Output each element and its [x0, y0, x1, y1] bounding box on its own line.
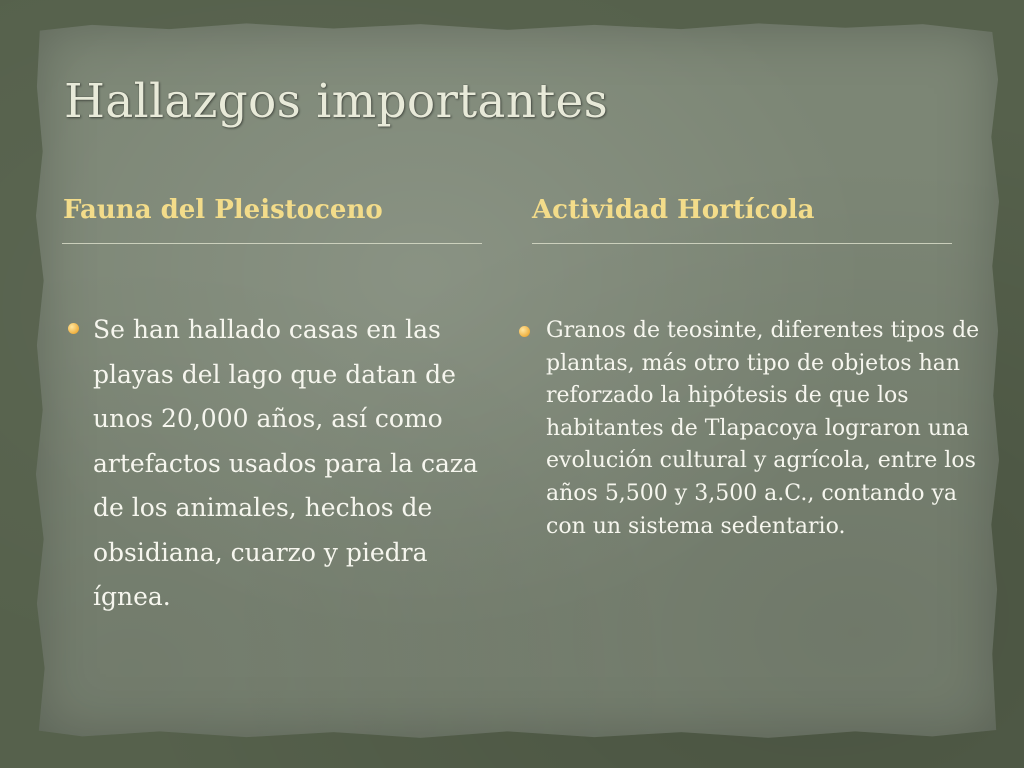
heading-divider-right: [532, 243, 952, 244]
bullet-text-fauna: Se han hallado casas en las playas del lago que datan de unos 20,000 años, así como artefactos usados para la caza de los animales, hechos de obsidiana, cuarzo y piedra ígnea.: [93, 315, 478, 611]
slide-title: Hallazgos importantes: [64, 74, 609, 129]
bullet-dot-icon: [519, 326, 530, 337]
bullet-dot-icon: [68, 323, 79, 334]
bullet-text-horticola: Granos de teosinte, diferentes tipos de plantas, más otro tipo de objetos han reforzado la hipótesis de que los habitantes de Tlapacoya lograron una evolución cultural y agrícola, entre los años 5,500 y 3,500 a.C., contando ya con un sistema sedentario.: [546, 318, 980, 539]
column-heading-horticola: Actividad Hortícola: [532, 195, 815, 225]
heading-divider-left: [62, 243, 482, 244]
column-heading-fauna: Fauna del Pleistoceno: [63, 195, 383, 225]
